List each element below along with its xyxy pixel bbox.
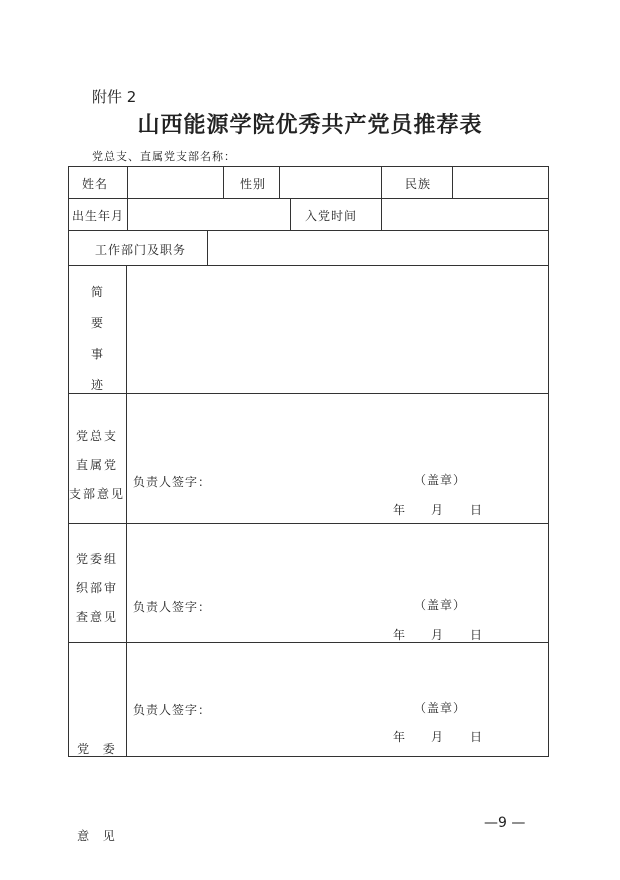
org-dept-opinion-label [68,545,126,632]
gender-label: 性别 [240,177,267,191]
day-label: 日 [470,503,484,517]
day-label: 日 [470,628,484,642]
party-committee-opinion-label [68,677,126,880]
table-border-right [548,166,549,757]
table-row-line [68,198,549,199]
deeds-char: 要 [90,316,103,330]
label-line: 直属党 [75,458,118,472]
year-label: 年 [393,503,407,517]
table-col-line [127,198,128,230]
seal-label: （盖章） [414,701,467,715]
month-label: 月 [431,628,445,642]
seal-label: （盖章） [414,473,467,487]
deeds-char: 事 [90,347,103,361]
signer-label: 负责人签字： [133,475,212,489]
deeds-char: 简 [90,285,103,299]
form-title: 山西能源学院优秀共产党员推荐表 [137,112,483,138]
branch-opinion-field[interactable] [128,395,547,522]
name-label: 姓名 [82,177,109,191]
table-col-line [223,166,224,198]
ethnicity-field[interactable] [454,168,547,197]
month-label: 月 [431,730,445,744]
birth-label: 出生年月 [72,209,125,223]
label-line: 党总支 [75,429,118,443]
branch-name-label: 党总支、直属党支部名称： [92,150,236,163]
year-label: 年 [393,730,407,744]
label-line: 意 见 [77,829,117,843]
table-row-line [68,265,549,266]
table-col-line [126,265,127,756]
deeds-char: 迹 [90,378,103,392]
dept-position-label: 工作部门及职务 [95,243,187,257]
signer-label: 负责人签字： [133,600,212,614]
deeds-label [68,277,126,401]
month-label: 月 [431,503,445,517]
day-label: 日 [470,730,484,744]
label-line: 支部意见 [68,487,125,501]
join-date-field[interactable] [383,200,547,229]
table-col-line [207,230,208,265]
gender-field[interactable] [281,168,380,197]
label-line: 党委组 [75,552,118,566]
table-col-line [279,166,280,198]
signer-label: 负责人签字： [133,703,212,717]
deeds-field[interactable] [128,267,547,392]
org-dept-opinion-field[interactable] [128,525,547,641]
table-row-line [68,230,549,231]
page-number: —9 — [484,815,526,831]
table-col-line [290,198,291,230]
table-col-line [452,166,453,198]
table-border-bottom [68,756,549,757]
seal-label: （盖章） [414,598,467,612]
join-date-label: 入党时间 [305,209,358,223]
branch-opinion-label [68,422,126,509]
label-line: 查意见 [75,610,118,624]
table-col-line [381,198,382,230]
dept-position-field[interactable] [209,232,547,264]
birth-field[interactable] [129,200,289,229]
label-line: 党 委 [77,742,117,756]
table-border-top [68,166,549,167]
party-committee-opinion-field[interactable] [128,644,547,755]
annex-label: 附件 2 [92,88,137,106]
table-col-line [381,166,382,198]
name-field[interactable] [129,168,222,197]
table-row-line [68,523,549,524]
ethnicity-label: 民族 [405,177,432,191]
table-row-line [68,393,549,394]
table-col-line [127,166,128,198]
label-line: 织部审 [75,581,118,595]
year-label: 年 [393,628,407,642]
